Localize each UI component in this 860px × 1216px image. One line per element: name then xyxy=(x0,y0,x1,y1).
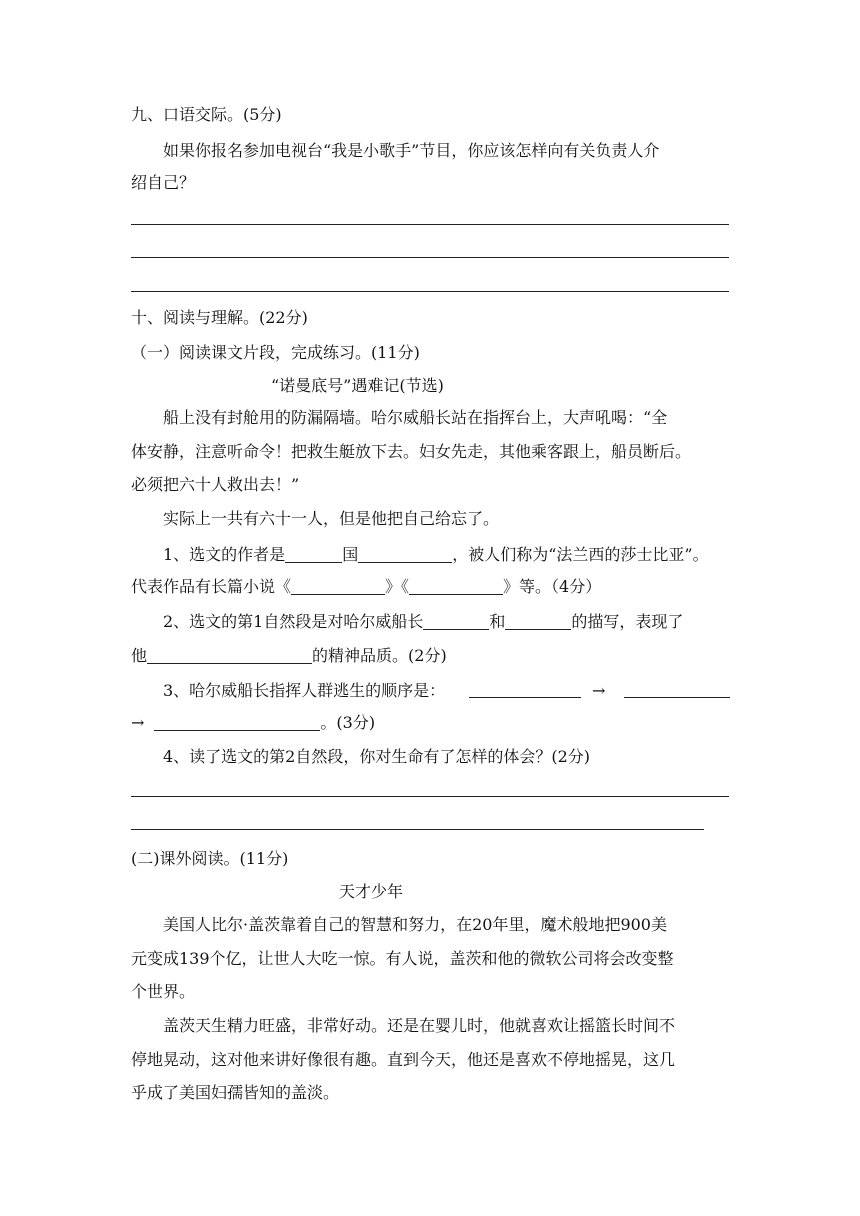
question-2-line-2: 他 的精神品质。(2分) xyxy=(131,646,447,665)
part-2-heading: (二)课外阅读。(11分) xyxy=(131,849,289,868)
passage-2-title: 天才少年 xyxy=(339,882,404,901)
question-2-line-1: 2、选文的第1自然段是对哈尔威船长 和 的描写，表现了 xyxy=(163,612,684,631)
arrow-icon: → xyxy=(592,681,606,700)
spirit-quality-blank[interactable] xyxy=(147,647,312,664)
question-1-line-1: 1、选文的作者是 国 ，被人们称为“法兰西的莎士比亚”。 xyxy=(163,545,709,564)
passage-1-line: 必须把六十人救出去！” xyxy=(131,475,300,494)
arrow-icon: → xyxy=(131,713,145,732)
order-1-blank[interactable] xyxy=(469,697,581,698)
order-2-blank[interactable] xyxy=(624,697,730,698)
question-3-line-2: → 。(3分) xyxy=(131,713,376,732)
passage-2-line: 个世界。 xyxy=(131,982,196,1001)
section-9-heading: 九、口语交际。(5分) xyxy=(131,105,282,124)
passage-2-line: 美国人比尔·盖茨靠着自己的智慧和努力，在20年里，魔术般地把900美 xyxy=(163,915,667,934)
question-1-line-2: 代表作品有长篇小说《 》《 》等。（4分） xyxy=(131,577,602,596)
description-type-1-blank[interactable] xyxy=(423,613,489,630)
answer-line[interactable] xyxy=(131,291,729,292)
novel-2-blank[interactable] xyxy=(409,578,503,595)
answer-line[interactable] xyxy=(131,796,729,797)
author-nationality-blank[interactable] xyxy=(285,546,342,563)
answer-line[interactable] xyxy=(131,257,729,258)
author-name-blank[interactable] xyxy=(358,546,452,563)
part-1-heading: （一）阅读课文片段，完成练习。(11分) xyxy=(131,343,420,362)
passage-1-title: “诺曼底号”遇难记(节选) xyxy=(271,376,444,395)
passage-2-line: 元变成139个亿，让世人大吃一惊。有人说，盖茨和他的微软公司将会改变整 xyxy=(131,949,674,968)
passage-2-line: 停地晃动，这对他来讲好像很有趣。直到今天，他还是喜欢不停地摇晃，这几 xyxy=(131,1050,676,1069)
section-9-prompt-line-1: 如果你报名参加电视台“我是小歌手”节目，你应该怎样向有关负责人介 xyxy=(163,141,660,160)
passage-1-line: 船上没有封舱用的防漏隔墙。哈尔威船长站在指挥台上，大声吼喝：“全 xyxy=(163,408,668,427)
passage-2-line: 盖茨天生精力旺盛，非常好动。还是在婴儿时，他就喜欢让摇篮长时间不 xyxy=(163,1016,676,1035)
description-type-2-blank[interactable] xyxy=(505,613,571,630)
novel-1-blank[interactable] xyxy=(291,578,385,595)
question-3-line-1: 3、哈尔威船长指挥人群逃生的顺序是： xyxy=(163,681,446,700)
passage-1-line: 实际上一共有六十一人，但是他把自己给忘了。 xyxy=(163,509,500,528)
section-10-heading: 十、阅读与理解。(22分) xyxy=(131,308,308,327)
passage-2-line: 乎成了美国妇孺皆知的盖淡。 xyxy=(131,1083,340,1102)
question-4: 4、读了选文的第2自然段，你对生命有了怎样的体会？(2分) xyxy=(163,747,591,766)
answer-line[interactable] xyxy=(131,224,729,225)
passage-1-line: 体安静，注意听命令！把救生艇放下去。妇女先走，其他乘客跟上，船员断后。 xyxy=(131,442,692,461)
order-3-blank[interactable] xyxy=(154,714,320,731)
section-9-prompt-line-2: 绍自己？ xyxy=(131,173,196,192)
answer-line[interactable] xyxy=(131,829,704,830)
